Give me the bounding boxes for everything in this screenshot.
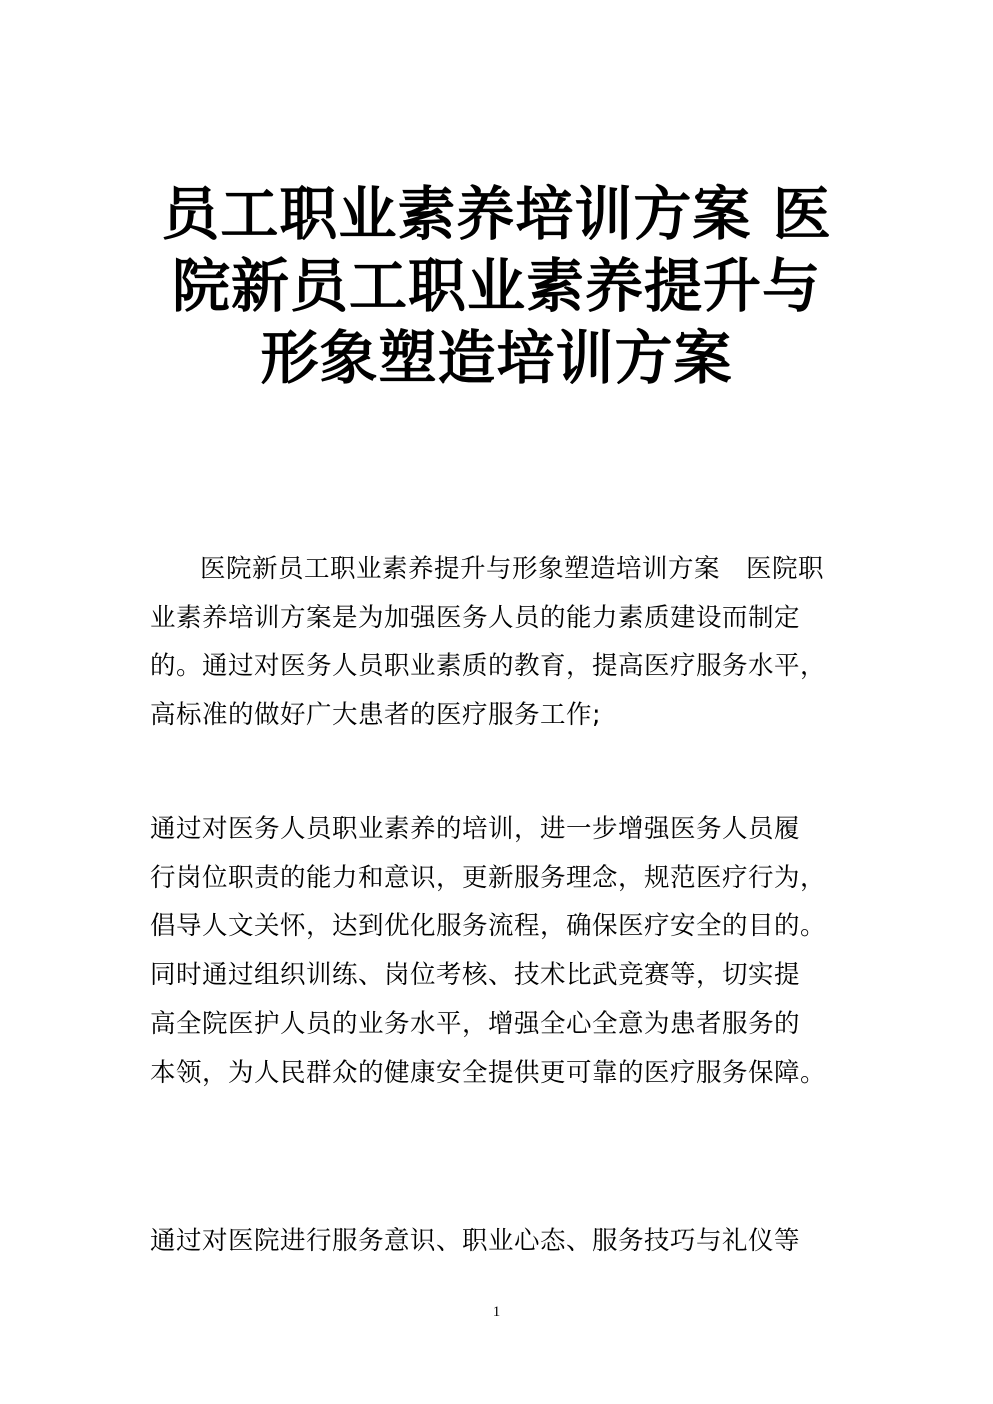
paragraph-line: 本领，为人民群众的健康安全提供更可靠的医疗服务保障。 <box>150 1057 827 1088</box>
paragraph-line: 高全院医护人员的业务水平，增强全心全意为患者服务的 <box>150 1008 801 1039</box>
paragraph-line: 通过对医院进行服务意识、职业心态、服务技巧与礼仪等 <box>150 1226 801 1256</box>
title-line: 形象塑造培训方案 <box>260 324 733 392</box>
title-line: 员工职业素养培训方案 医 <box>161 180 832 248</box>
document-title <box>140 178 853 394</box>
paragraph-goals <box>150 805 850 1097</box>
paragraph-line: 高标准的做好广大患者的医疗服务工作; <box>150 700 602 731</box>
paragraph-line: 业素养培训方案是为加强医务人员的能力素质建设而制定 <box>150 602 801 633</box>
page-number: 1 <box>492 1304 501 1320</box>
paragraph-line: 通过对医务人员职业素养的培训，进一步增强医务人员履 <box>150 814 801 844</box>
paragraph-line: 医院新员工职业素养提升与形象塑造培训方案 医院职 <box>200 554 825 584</box>
paragraph-line: 同时通过组织训练、岗位考核、技术比武竞赛等，切实提 <box>150 960 801 991</box>
paragraph-line: 行岗位职责的能力和意识，更新服务理念，规范医疗行为， <box>150 862 827 893</box>
paragraph-line: 倡导人文关怀，达到优化服务流程，确保医疗安全的目的。 <box>150 911 827 942</box>
title-line: 院新员工职业素养提升与 <box>171 252 821 320</box>
paragraph-training <box>150 1217 850 1266</box>
paragraph-line: 的。通过对医务人员职业素质的教育，提高医疗服务水平， <box>150 651 827 682</box>
paragraph-intro <box>150 545 850 740</box>
